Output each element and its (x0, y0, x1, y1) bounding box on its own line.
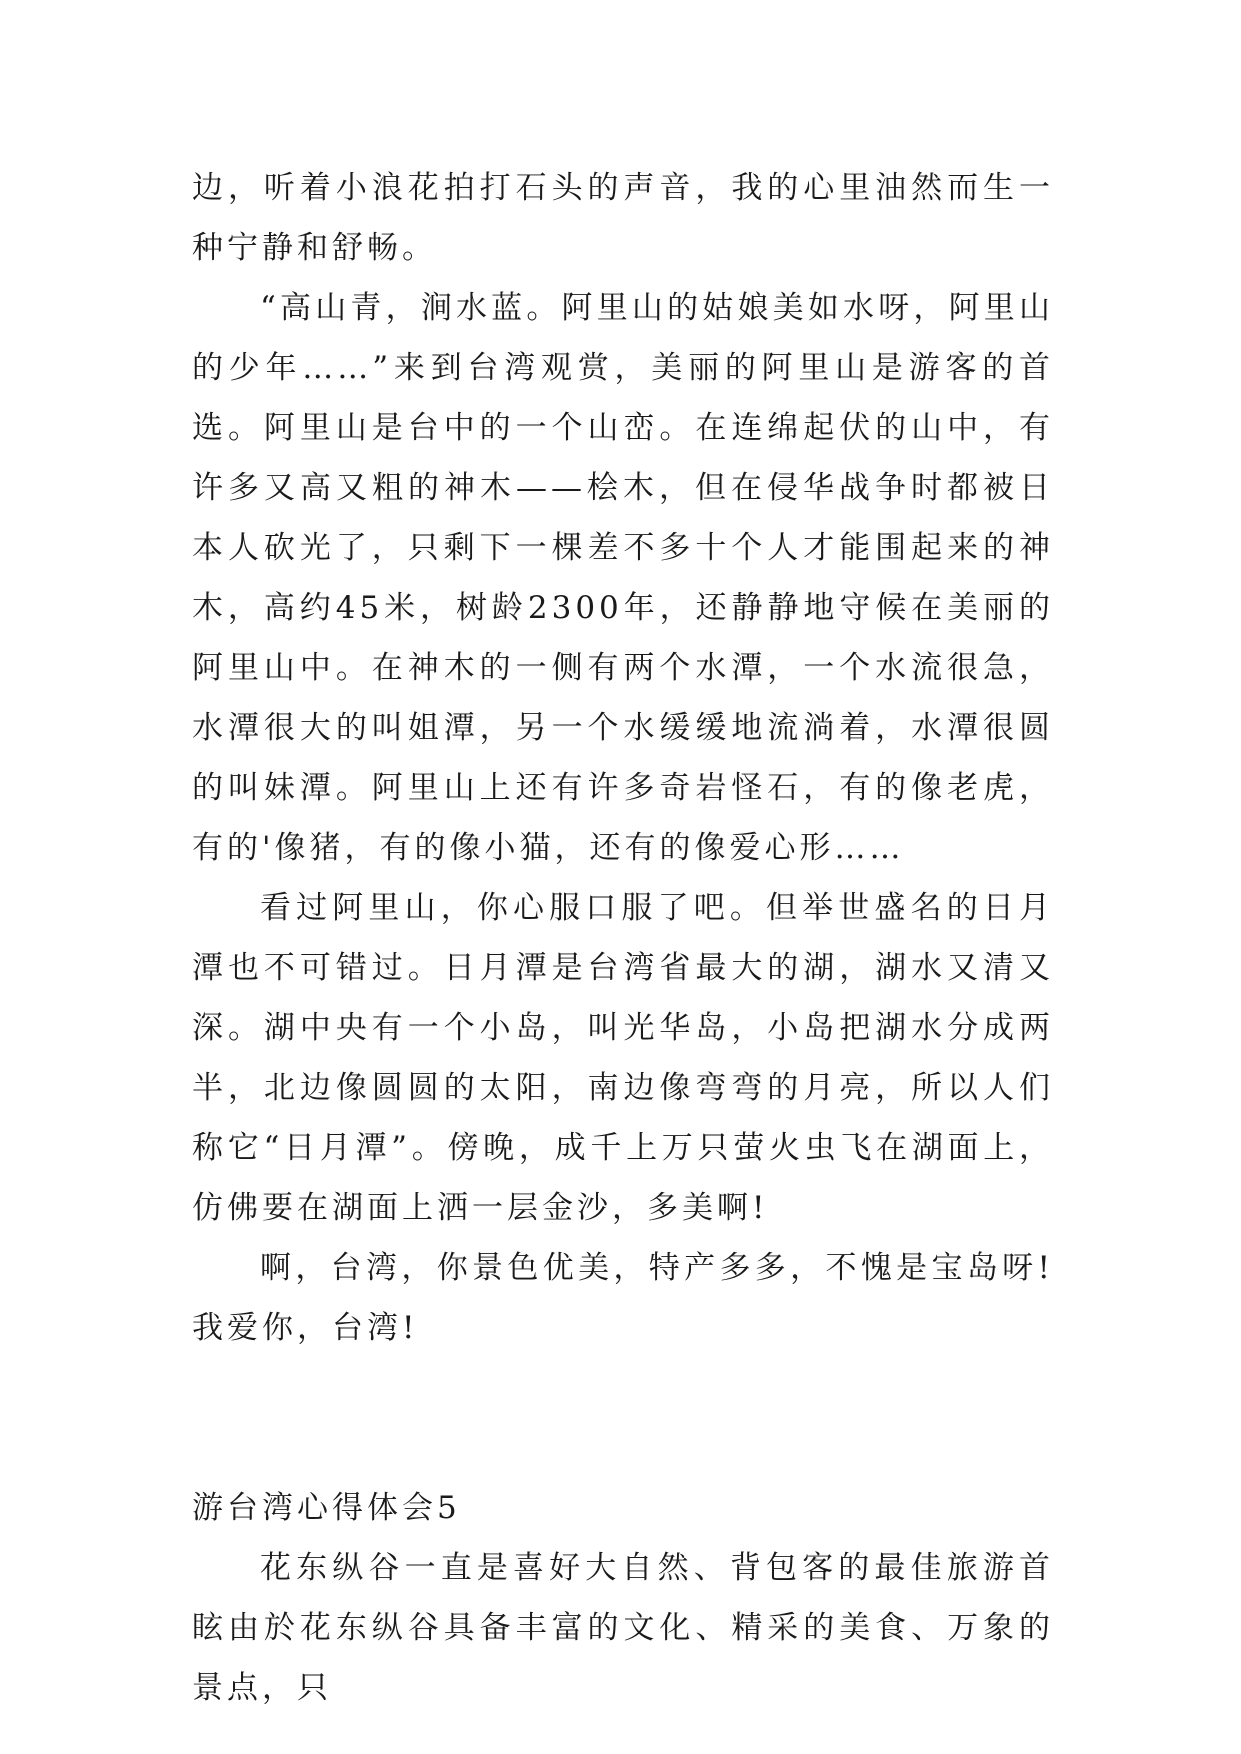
paragraph-huadong-valley: 花东纵谷一直是喜好大自然、背包客的最佳旅游首眩由於花东纵谷具备丰富的文化、精采的美食、万象的景点，只 (192, 1550, 1054, 1706)
paragraph-closing: 啊，台湾，你景色优美，特产多多，不愧是宝岛呀!我爱你，台湾! (192, 1250, 1054, 1346)
paragraph-sun-moon-lake: 看过阿里山，你心服口服了吧。但举世盛名的日月潭也不可错过。日月潭是台湾省最大的湖，湖水又清又深。湖中央有一个小岛，叫光华岛，小岛把湖水分成两半，北边像圆圆的太阳，南边像弯弯的月亮，所以人们称它“日月潭”。傍晚，成千上万只萤火虫飞在湖面上，仿佛要在湖面上洒一层金沙，多美啊! (192, 890, 1054, 1226)
section-heading: 游台湾心得体会5 (192, 1490, 461, 1526)
paragraph-alishan: “高山青，涧水蓝。阿里山的姑娘美如水呀，阿里山的少年……”来到台湾观赏，美丽的阿里山是游客的首选。阿里山是台中的一个山峦。在连绵起伏的山中，有许多又高又粗的神木——桧木，但在侵华战争时都被日本人砍光了，只剩下一棵差不多十个人才能围起来的神木，高约45米，树龄2300年，还静静地守候在美丽的阿里山中。在神木的一侧有两个水潭，一个水流很急，水潭很大的叫姐潭，另一个水缓缓地流淌着，水潭很圆的叫妹潭。阿里山上还有许多奇岩怪石，有的像老虎，有的'像猪，有的像小猫，还有的像爱心形…… (192, 290, 1054, 866)
paragraph-continuation: 边，听着小浪花拍打石头的声音，我的心里油然而生一种宁静和舒畅。 (192, 170, 1054, 266)
document-body (192, 158, 1054, 1718)
